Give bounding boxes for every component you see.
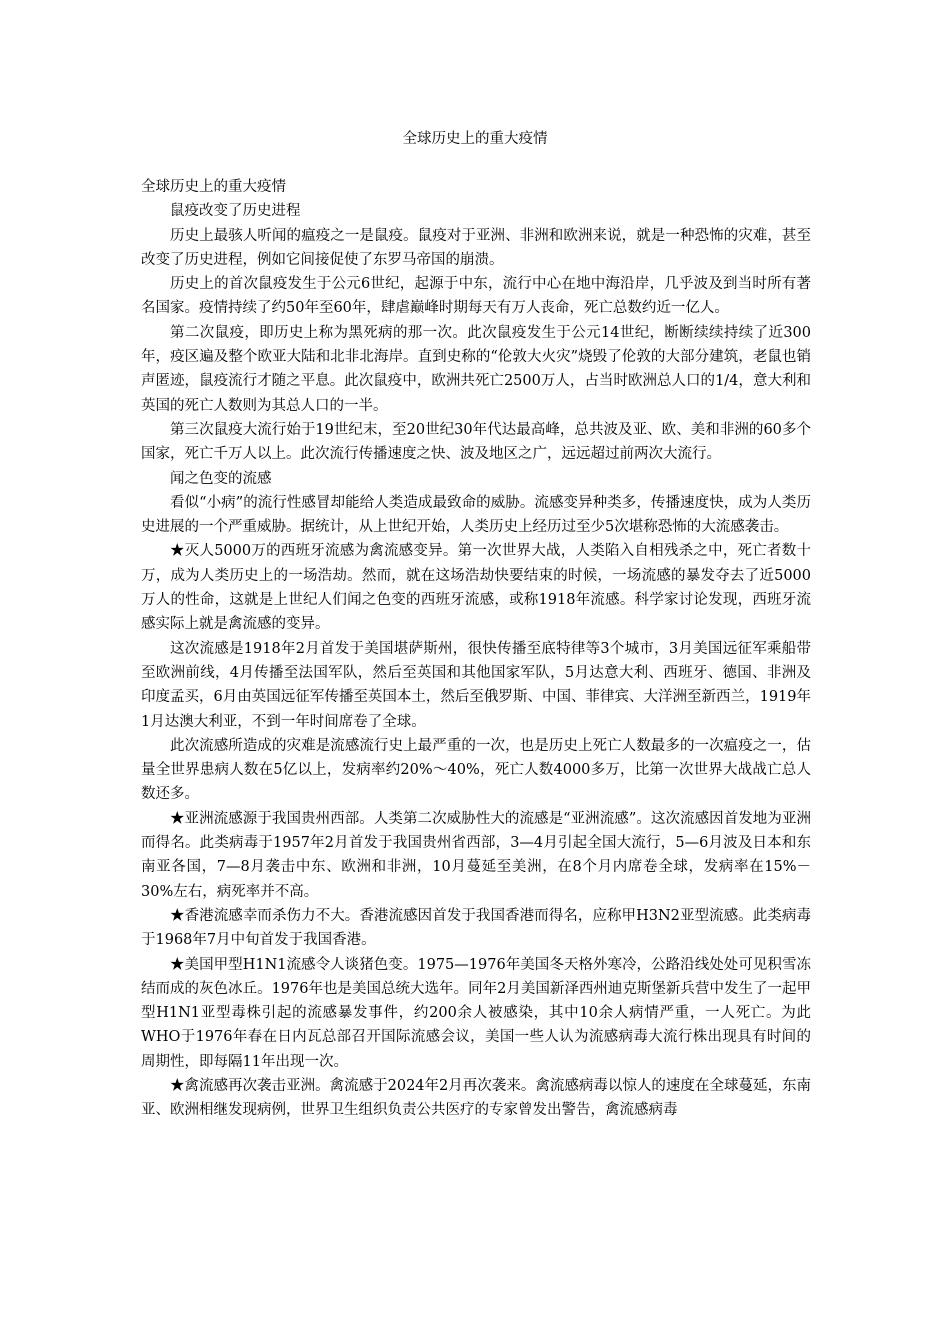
paragraph: 历史上最骇人听闻的瘟疫之一是鼠疫。鼠疫对于亚洲、非洲和欧洲来说，就是一种恐怖的灾难，甚至改变了历史进程，例如它间接促使了东罗马帝国的崩溃。 xyxy=(141,227,811,268)
paragraph: ★禽流感再次袭击亚洲。禽流感于2024年2月再次袭来。禽流感病毒以惊人的速度在全球蔓延，东南亚、欧洲相继发现病例，世界卫生组织负责公共医疗的专家曾发出警告，禽流感病毒 xyxy=(141,1077,811,1119)
paragraph: 看似“小病”的流行性感冒却能给人类造成最致命的威胁。流感变异种类多，传播速度快，成为人类历史进展的一个严重威胁。据统计，从上世纪开始，人类历史上经历过至少5次堪称恐怖的大流感袭击。 xyxy=(141,494,811,536)
article-heading: 全球历史上的重大疫情 xyxy=(141,179,286,195)
page-title: 全球历史上的重大疫情 xyxy=(402,131,548,147)
paragraph: ★亚洲流感源于我国贵州西部。人类第二次威胁性大的流感是“亚洲流感”。这次流感因首发地为亚洲而得名。此类病毒于1957年2月首发于我国贵州省西部，3—4月引起全国大流行，5—6月波及日本和东南亚各国，7—8月袭击中东、欧洲和非洲，10月蔓延至美洲，在8个月内席卷全球，发病率在15%－30%左右，病死率并不高。 xyxy=(141,810,811,900)
paragraph: 第二次鼠疫，即历史上称为黑死病的那一次。此次鼠疫发生于公元14世纪，断断续续持续了近300年，疫区遍及整个欧亚大陆和北非北海岸。直到史称的“伦敦大火灾”烧毁了伦敦的大部分建筑，老鼠也销声匿迹，鼠疫流行才随之平息。此次鼠疫中，欧洲共死亡2500万人，占当时欧洲总人口的1/4，意大利和英国的死亡人数则为其总人口的一半。 xyxy=(141,324,811,414)
document-body xyxy=(141,175,811,1123)
section-heading-plague: 鼠疫改变了历史进程 xyxy=(170,203,301,220)
paragraph: ★香港流感幸而杀伤力不大。香港流感因首发于我国香港而得名，应称甲H3N2亚型流感。此类病毒于1968年7月中旬首发于我国香港。 xyxy=(141,907,811,949)
paragraph: ★美国甲型H1N1流感令人谈猪色变。1975—1976年美国冬天格外寒冷，公路沿线处处可见积雪冻结而成的灰色冰丘。1976年也是美国总统大选年。同年2月美国新泽西州迪克斯堡新兵营中发生了一起甲型H1N1亚型毒株引起的流感暴发事件，约200余人被感染，其中10余人病情严重，一人死亡。为此WHO于1976年春在日内瓦总部召开国际流感会议，美国一些人认为流感病毒大流行株出现具有时间的周期性，即每隔11年出现一次。 xyxy=(141,956,811,1070)
paragraph: 历史上的首次鼠疫发生于公元6世纪，起源于中东，流行中心在地中海沿岸，几乎波及到当时所有著名国家。疫情持续了约50年至60年，肆虐巅峰时期每天有万人丧命，死亡总数约近一亿人。 xyxy=(141,276,811,317)
paragraph: ★灭人5000万的西班牙流感为禽流感变异。第一次世界大战，人类陷入自相残杀之中，死亡者数十万，成为人类历史上的一场浩劫。然而，就在这场浩劫快要结束的时候，一场流感的暴发夺去了近5000万人的性命，这就是上世纪人们闻之色变的西班牙流感，或称1918年流感。科学家讨论发现，西班牙流感实际上就是禽流感的变异。 xyxy=(141,543,811,633)
paragraph: 第三次鼠疫大流行始于19世纪末，至20世纪30年代达最高峰，总共波及亚、欧、美和非洲的60多个国家，死亡千万人以上。此次流行传播速度之快、波及地区之广，远远超过前两次大流行。 xyxy=(141,421,811,463)
section-heading-influenza: 闻之色变的流感 xyxy=(170,470,272,487)
paragraph: 这次流感是1918年2月首发于美国堪萨斯州，很快传播至底特律等3个城市，3月美国远征军乘船带至欧洲前线，4月传播至法国军队，然后至英国和其他国家军队，5月达意大利、西班牙、德国、非洲及印度孟买，6月由英国远征军传播至英国本土，然后至俄罗斯、中国、菲律宾、大洋洲至新西兰，1919年1月达澳大利亚，不到一年时间席卷了全球。 xyxy=(141,640,811,730)
paragraph: 此次流感所造成的灾难是流感流行史上最严重的一次，也是历史上死亡人数最多的一次瘟疫之一，估量全世界患病人数在5亿以上，发病率约20%～40%，死亡人数4000多万，比第一次世界大战战亡总人数还多。 xyxy=(141,737,811,803)
